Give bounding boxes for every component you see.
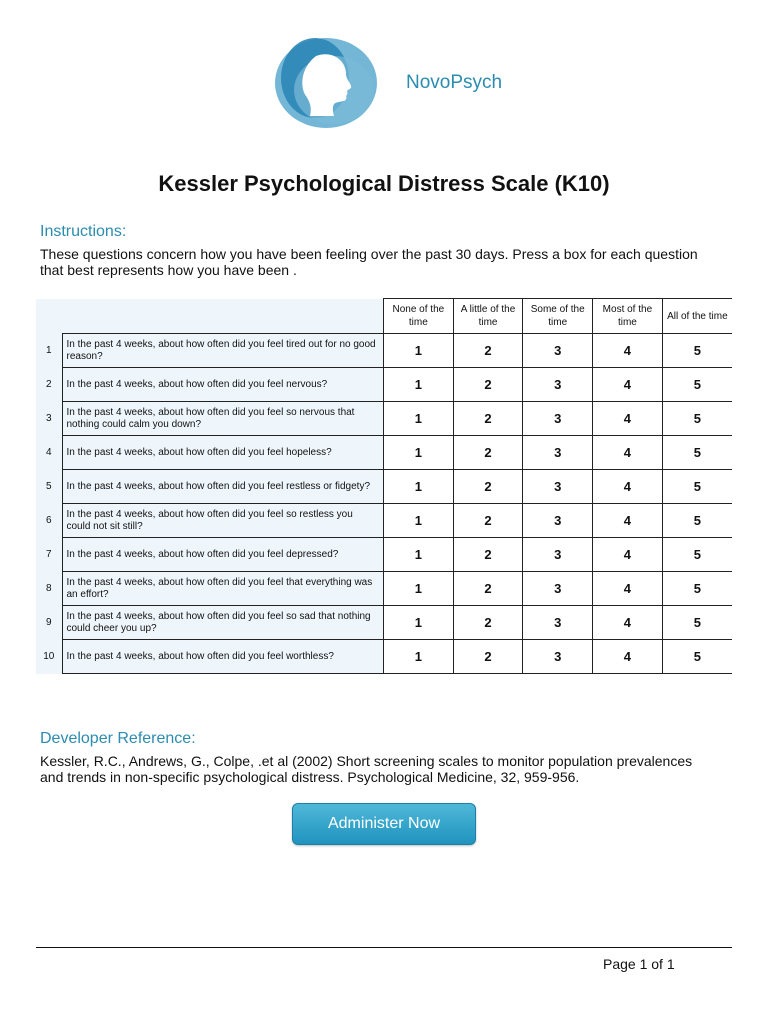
question-number: 7	[36, 538, 62, 572]
score-option[interactable]: 5	[662, 368, 732, 402]
instructions-line-1: These questions concern how you have been feeling over the past 30 days. Press a box for each question	[40, 246, 698, 262]
score-option[interactable]: 3	[523, 402, 593, 436]
score-option[interactable]: 5	[662, 402, 732, 436]
question-number: 9	[36, 606, 62, 640]
score-option[interactable]: 5	[662, 334, 732, 368]
score-option[interactable]: 3	[523, 334, 593, 368]
header-blank-question	[62, 299, 384, 334]
question-text: In the past 4 weeks, about how often did you feel worthless?	[62, 640, 384, 674]
question-number: 2	[36, 368, 62, 402]
score-option[interactable]: 1	[384, 572, 454, 606]
score-option[interactable]: 4	[593, 606, 663, 640]
page-title: Kessler Psychological Distress Scale (K10)	[158, 171, 610, 196]
header	[0, 30, 768, 135]
table-row	[36, 334, 732, 368]
score-option[interactable]: 3	[523, 504, 593, 538]
score-option[interactable]: 4	[593, 334, 663, 368]
option-header: Most of the time	[593, 299, 663, 334]
option-header: A little of the time	[453, 299, 523, 334]
score-option[interactable]: 4	[593, 572, 663, 606]
score-option[interactable]: 2	[453, 436, 523, 470]
score-option[interactable]: 5	[662, 606, 732, 640]
reference-heading: Developer Reference:	[40, 730, 196, 747]
reference-line-1: Kessler, R.C., Andrews, G., Colpe, .et al (2002) Short screening scales to monitor population prevalences	[40, 753, 693, 769]
score-option[interactable]: 1	[384, 402, 454, 436]
score-option[interactable]: 1	[384, 538, 454, 572]
score-option[interactable]: 2	[453, 368, 523, 402]
score-option[interactable]: 2	[453, 402, 523, 436]
brand-name: NovoPsych	[406, 72, 503, 93]
score-option[interactable]: 1	[384, 436, 454, 470]
question-number: 1	[36, 334, 62, 368]
score-option[interactable]: 2	[453, 640, 523, 674]
score-option[interactable]: 2	[453, 538, 523, 572]
question-text: In the past 4 weeks, about how often did you feel that everything was an effort?	[62, 572, 384, 606]
question-text: In the past 4 weeks, about how often did you feel so sad that nothing could cheer you up?	[62, 606, 384, 640]
table-row	[36, 504, 732, 538]
question-number: 8	[36, 572, 62, 606]
instructions-text	[40, 246, 730, 278]
administer-now-button[interactable]: Administer Now	[292, 803, 476, 845]
question-number: 6	[36, 504, 62, 538]
score-option[interactable]: 5	[662, 436, 732, 470]
question-number: 5	[36, 470, 62, 504]
score-option[interactable]: 4	[593, 368, 663, 402]
reference-line-2: and trends in non-specific psychological distress. Psychological Medicine, 32, 959-956.	[40, 769, 580, 785]
footer-divider	[36, 947, 732, 948]
score-option[interactable]: 1	[384, 504, 454, 538]
table-row	[36, 402, 732, 436]
score-option[interactable]: 2	[453, 572, 523, 606]
k10-table	[36, 298, 732, 674]
score-option[interactable]: 5	[662, 538, 732, 572]
score-option[interactable]: 5	[662, 470, 732, 504]
score-option[interactable]: 1	[384, 334, 454, 368]
score-option[interactable]: 2	[453, 334, 523, 368]
question-text: In the past 4 weeks, about how often did you feel depressed?	[62, 538, 384, 572]
score-option[interactable]: 3	[523, 470, 593, 504]
option-header: None of the time	[384, 299, 454, 334]
score-option[interactable]: 3	[523, 368, 593, 402]
score-option[interactable]: 2	[453, 606, 523, 640]
page-number: Page 1 of 1	[603, 956, 675, 972]
instructions-heading: Instructions:	[40, 223, 127, 240]
score-option[interactable]: 5	[662, 504, 732, 538]
table-row	[36, 538, 732, 572]
question-number: 10	[36, 640, 62, 674]
question-text: In the past 4 weeks, about how often did you feel restless or fidgety?	[62, 470, 384, 504]
score-option[interactable]: 5	[662, 640, 732, 674]
score-option[interactable]: 3	[523, 436, 593, 470]
score-option[interactable]: 2	[453, 470, 523, 504]
score-option[interactable]: 1	[384, 640, 454, 674]
table-row	[36, 470, 732, 504]
score-option[interactable]: 3	[523, 572, 593, 606]
question-text: In the past 4 weeks, about how often did you feel hopeless?	[62, 436, 384, 470]
table-row	[36, 606, 732, 640]
score-option[interactable]: 4	[593, 538, 663, 572]
question-text: In the past 4 weeks, about how often did you feel so restless you could not sit still?	[62, 504, 384, 538]
score-option[interactable]: 4	[593, 640, 663, 674]
score-option[interactable]: 5	[662, 572, 732, 606]
question-text: In the past 4 weeks, about how often did you feel tired out for no good reason?	[62, 334, 384, 368]
question-text: In the past 4 weeks, about how often did you feel so nervous that nothing could calm you down?	[62, 402, 384, 436]
question-number: 4	[36, 436, 62, 470]
question-text: In the past 4 weeks, about how often did you feel nervous?	[62, 368, 384, 402]
option-header: All of the time	[662, 299, 732, 334]
table-row	[36, 572, 732, 606]
score-option[interactable]: 1	[384, 368, 454, 402]
novopsych-logo-icon	[272, 34, 380, 132]
score-option[interactable]: 4	[593, 504, 663, 538]
table-row	[36, 640, 732, 674]
score-option[interactable]: 3	[523, 640, 593, 674]
table-header-row	[36, 299, 732, 334]
score-option[interactable]: 1	[384, 606, 454, 640]
score-option[interactable]: 4	[593, 436, 663, 470]
score-option[interactable]: 3	[523, 538, 593, 572]
reference-text	[40, 753, 730, 785]
table-row	[36, 368, 732, 402]
score-option[interactable]: 3	[523, 606, 593, 640]
header-blank-number	[36, 299, 62, 334]
score-option[interactable]: 1	[384, 470, 454, 504]
option-header: Some of the time	[523, 299, 593, 334]
question-number: 3	[36, 402, 62, 436]
score-option[interactable]: 4	[593, 402, 663, 436]
score-option[interactable]: 4	[593, 470, 663, 504]
table-row	[36, 436, 732, 470]
score-option[interactable]: 2	[453, 504, 523, 538]
instructions-line-2: that best represents how you have been .	[40, 262, 297, 278]
